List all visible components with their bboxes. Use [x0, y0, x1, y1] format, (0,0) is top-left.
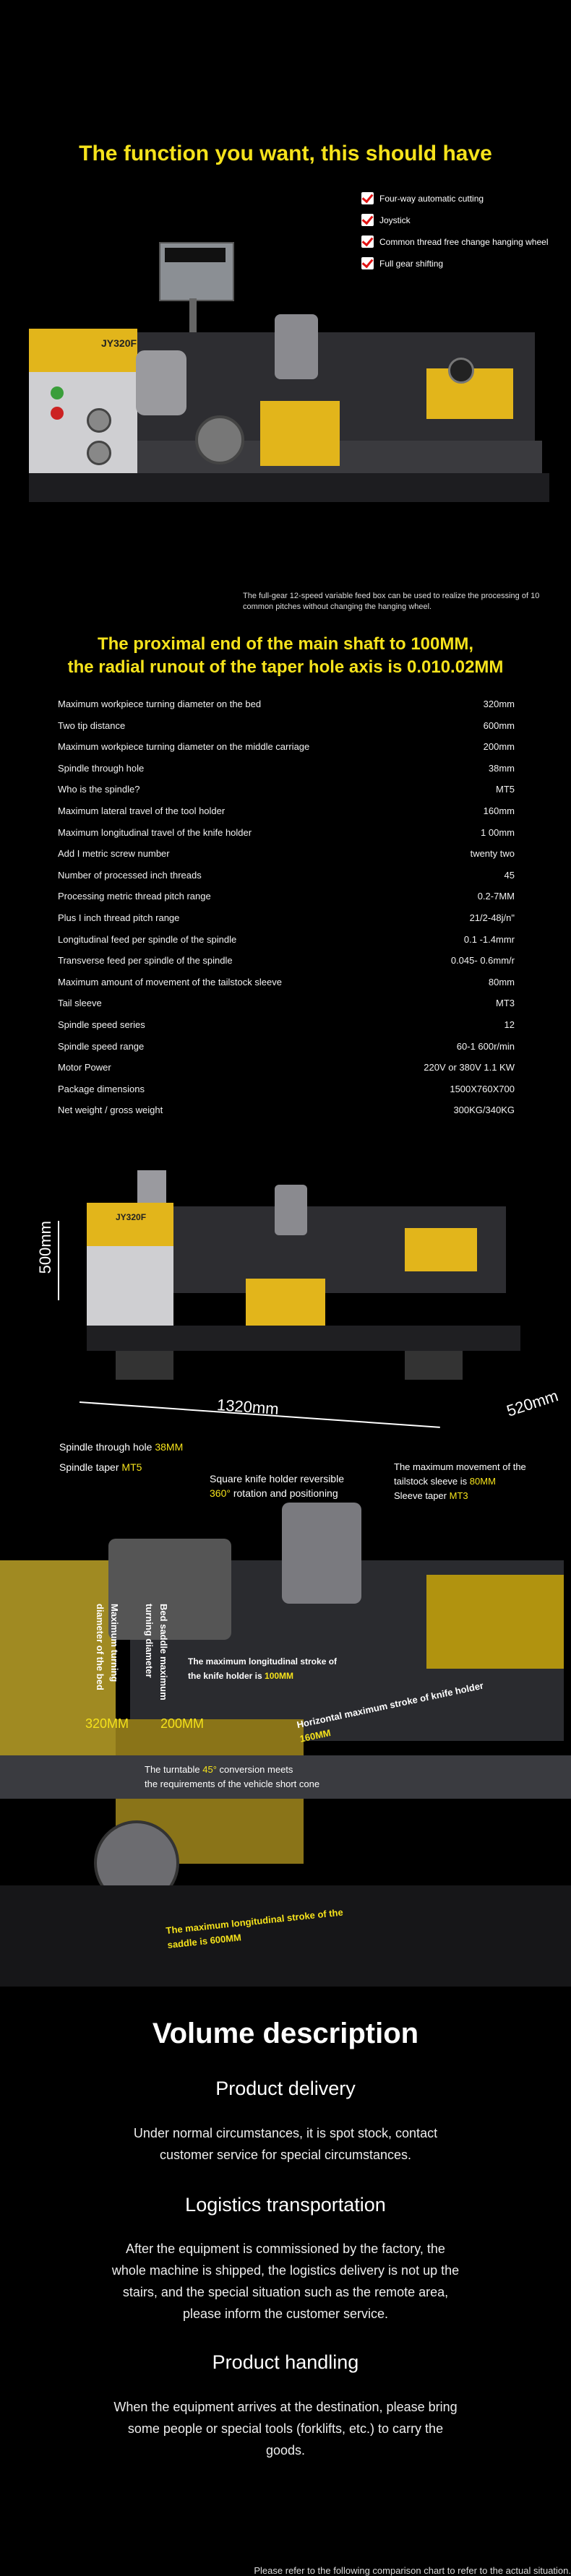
- spec-label: Motor Power: [58, 1062, 111, 1073]
- spec-label: Maximum amount of movement of the tailstock sleeve: [58, 976, 282, 987]
- spec-label: Add I metric screw number: [58, 848, 170, 860]
- spec-value: 45: [504, 869, 515, 881]
- spec-value: 21/2-48j/n": [469, 912, 515, 923]
- callout-long-knife: The maximum longitudinal stroke of the knife holder is 100MM: [188, 1656, 338, 1681]
- spec-value: 1 00mm: [481, 826, 515, 838]
- spec-row: [58, 1099, 515, 1121]
- spec-row: [58, 1014, 515, 1036]
- spec-value: 200mm: [483, 741, 515, 753]
- machine-label: JY320F: [101, 337, 137, 349]
- feature-item: Joystick: [361, 214, 571, 226]
- spec-label: Transverse feed per spindle of the spindle: [58, 955, 233, 967]
- spec-row: [58, 929, 515, 951]
- callout-saddle-stroke: The maximum longitudinal stroke of the saddle is 600MM: [165, 1906, 344, 1950]
- spec-row: [58, 1036, 515, 1058]
- spec-row: [58, 758, 515, 779]
- checkbox-icon: [361, 192, 374, 204]
- callout-spindle-hole: Spindle through hole 38MM: [59, 1441, 184, 1453]
- callout-saddle-value: 200MM: [160, 1716, 205, 1731]
- spec-headline: The proximal end of the main shaft to 100MM, the radial runout of the taper hole axis is 0.010.02MM: [67, 634, 504, 677]
- spec-row: [58, 693, 515, 715]
- spec-label: Maximum longitudinal travel of the knife holder: [58, 826, 252, 838]
- callout-saddle-turning: Bed saddle maximum turning diameter: [144, 1604, 169, 1700]
- spec-label: Plus I inch thread pitch range: [58, 912, 180, 923]
- callout-horizontal-stroke: Horizontal maximum stroke of knife holder 160MM: [296, 1680, 485, 1745]
- spec-row: [58, 822, 515, 844]
- spec-value: twenty two: [470, 848, 515, 860]
- spec-value: 38mm: [488, 762, 515, 774]
- spec-value: 12: [504, 1019, 515, 1030]
- spec-row: [58, 950, 515, 972]
- callout-knife-holder: Square knife holder reversible 360° rotation and positioning: [210, 1473, 344, 1499]
- callout-tailstock: The maximum movement of the tailstock sleeve is 80MM Sleeve taper MT3: [394, 1461, 526, 1501]
- spec-row: [58, 993, 515, 1014]
- feature-item: Four-way automatic cutting: [361, 192, 571, 204]
- spec-label: Spindle speed range: [58, 1040, 145, 1052]
- spec-row: [58, 1079, 515, 1100]
- spec-row: [58, 972, 515, 993]
- spec-label: Spindle speed series: [58, 1019, 145, 1030]
- feature-item: Common thread free change hanging wheel: [361, 235, 571, 248]
- logistics-heading: Logistics transportation: [185, 2194, 386, 2216]
- machine-caption: The full-gear 12-speed variable feed box can be used to realize the processing of 10 common pitches without changing the hanging wheel.: [243, 592, 540, 611]
- spec-label: Spindle through hole: [58, 762, 145, 774]
- spec-label: Two tip distance: [58, 719, 126, 731]
- lathe-dimension-image: [72, 1170, 535, 1394]
- logistics-text: After the equipment is commissioned by the factory, the whole machine is shipped, the logistics delivery is not up the stairs, and the special situation such as the remote area, please inform the customer service.: [111, 2242, 460, 2321]
- spec-row: [58, 1057, 515, 1079]
- lathe-image: [22, 242, 557, 545]
- handling-heading: Product handling: [212, 2351, 359, 2373]
- callout-bed-value: 320MM: [85, 1716, 129, 1731]
- spec-label: Maximum workpiece turning diameter on the bed: [58, 699, 262, 709]
- spec-row: [58, 715, 515, 737]
- spec-label: Net weight / gross weight: [58, 1105, 163, 1116]
- spec-value: MT3: [496, 998, 515, 1009]
- spec-row: [58, 843, 515, 865]
- spec-label: Longitudinal feed per spindle of the spindle: [58, 933, 237, 945]
- height-dimension: 500mm: [36, 1221, 59, 1300]
- checkbox-icon: [361, 214, 374, 226]
- spec-value: 220V or 380V 1.1 KW: [424, 1062, 515, 1073]
- spec-value: 80mm: [488, 976, 515, 987]
- spec-row: [58, 800, 515, 822]
- footer-note: Please refer to the following comparison chart to refer to the actual situation.: [254, 2565, 571, 2576]
- feature-item: Full gear shifting: [361, 257, 571, 269]
- depth-dimension: 520mm: [504, 1386, 561, 1420]
- spec-label: Processing metric thread pitch range: [58, 891, 211, 902]
- spec-row: [58, 865, 515, 886]
- spec-label: Maximum workpiece turning diameter on the middle carriage: [58, 741, 310, 753]
- spec-value: 1500X760X700: [450, 1083, 515, 1094]
- spec-label: Who is the spindle?: [58, 784, 140, 795]
- spec-label: Package dimensions: [58, 1083, 145, 1094]
- handling-text: When the equipment arrives at the destination, please bring some people or special tools (forklifts, etc.) to carry the goods.: [113, 2400, 458, 2458]
- spec-row: [58, 736, 515, 758]
- delivery-heading: Product delivery: [215, 2078, 356, 2099]
- spec-value: 320mm: [483, 699, 515, 709]
- spec-value: 60-1 600r/min: [456, 1040, 515, 1052]
- spec-value: 300KG/340KG: [453, 1105, 515, 1116]
- machine-label: JY320F: [116, 1212, 147, 1222]
- spec-table: [58, 693, 515, 1121]
- spec-row: [58, 886, 515, 907]
- callout-bed-turning: Maximum turning diameter of the bed: [95, 1604, 120, 1690]
- spec-value: 600mm: [483, 719, 515, 731]
- spec-value: 0.045- 0.6mm/r: [450, 955, 515, 967]
- spec-row: [58, 907, 515, 929]
- delivery-text: Under normal circumstances, it is spot stock, contact customer service for special circumstances.: [133, 2126, 438, 2162]
- spec-value: 160mm: [483, 805, 515, 816]
- spec-value: 0.2-7MM: [477, 891, 515, 902]
- length-dimension: 1320mm: [216, 1396, 280, 1418]
- spec-row: [58, 779, 515, 800]
- spec-label: Number of processed inch threads: [58, 869, 202, 881]
- spec-label: Maximum lateral travel of the tool holder: [58, 805, 226, 816]
- spec-value: MT5: [496, 784, 515, 795]
- function-headline: The function you want, this should have: [79, 142, 492, 165]
- spec-value: 0.1 -1.4mmr: [463, 933, 515, 945]
- volume-title: Volume description: [152, 2018, 419, 2049]
- spec-label: Tail sleeve: [58, 998, 102, 1009]
- callout-spindle-taper: Spindle taper MT5: [59, 1461, 142, 1473]
- callout-turntable: The turntable 45° conversion meets the requirements of the vehicle short cone: [145, 1764, 320, 1789]
